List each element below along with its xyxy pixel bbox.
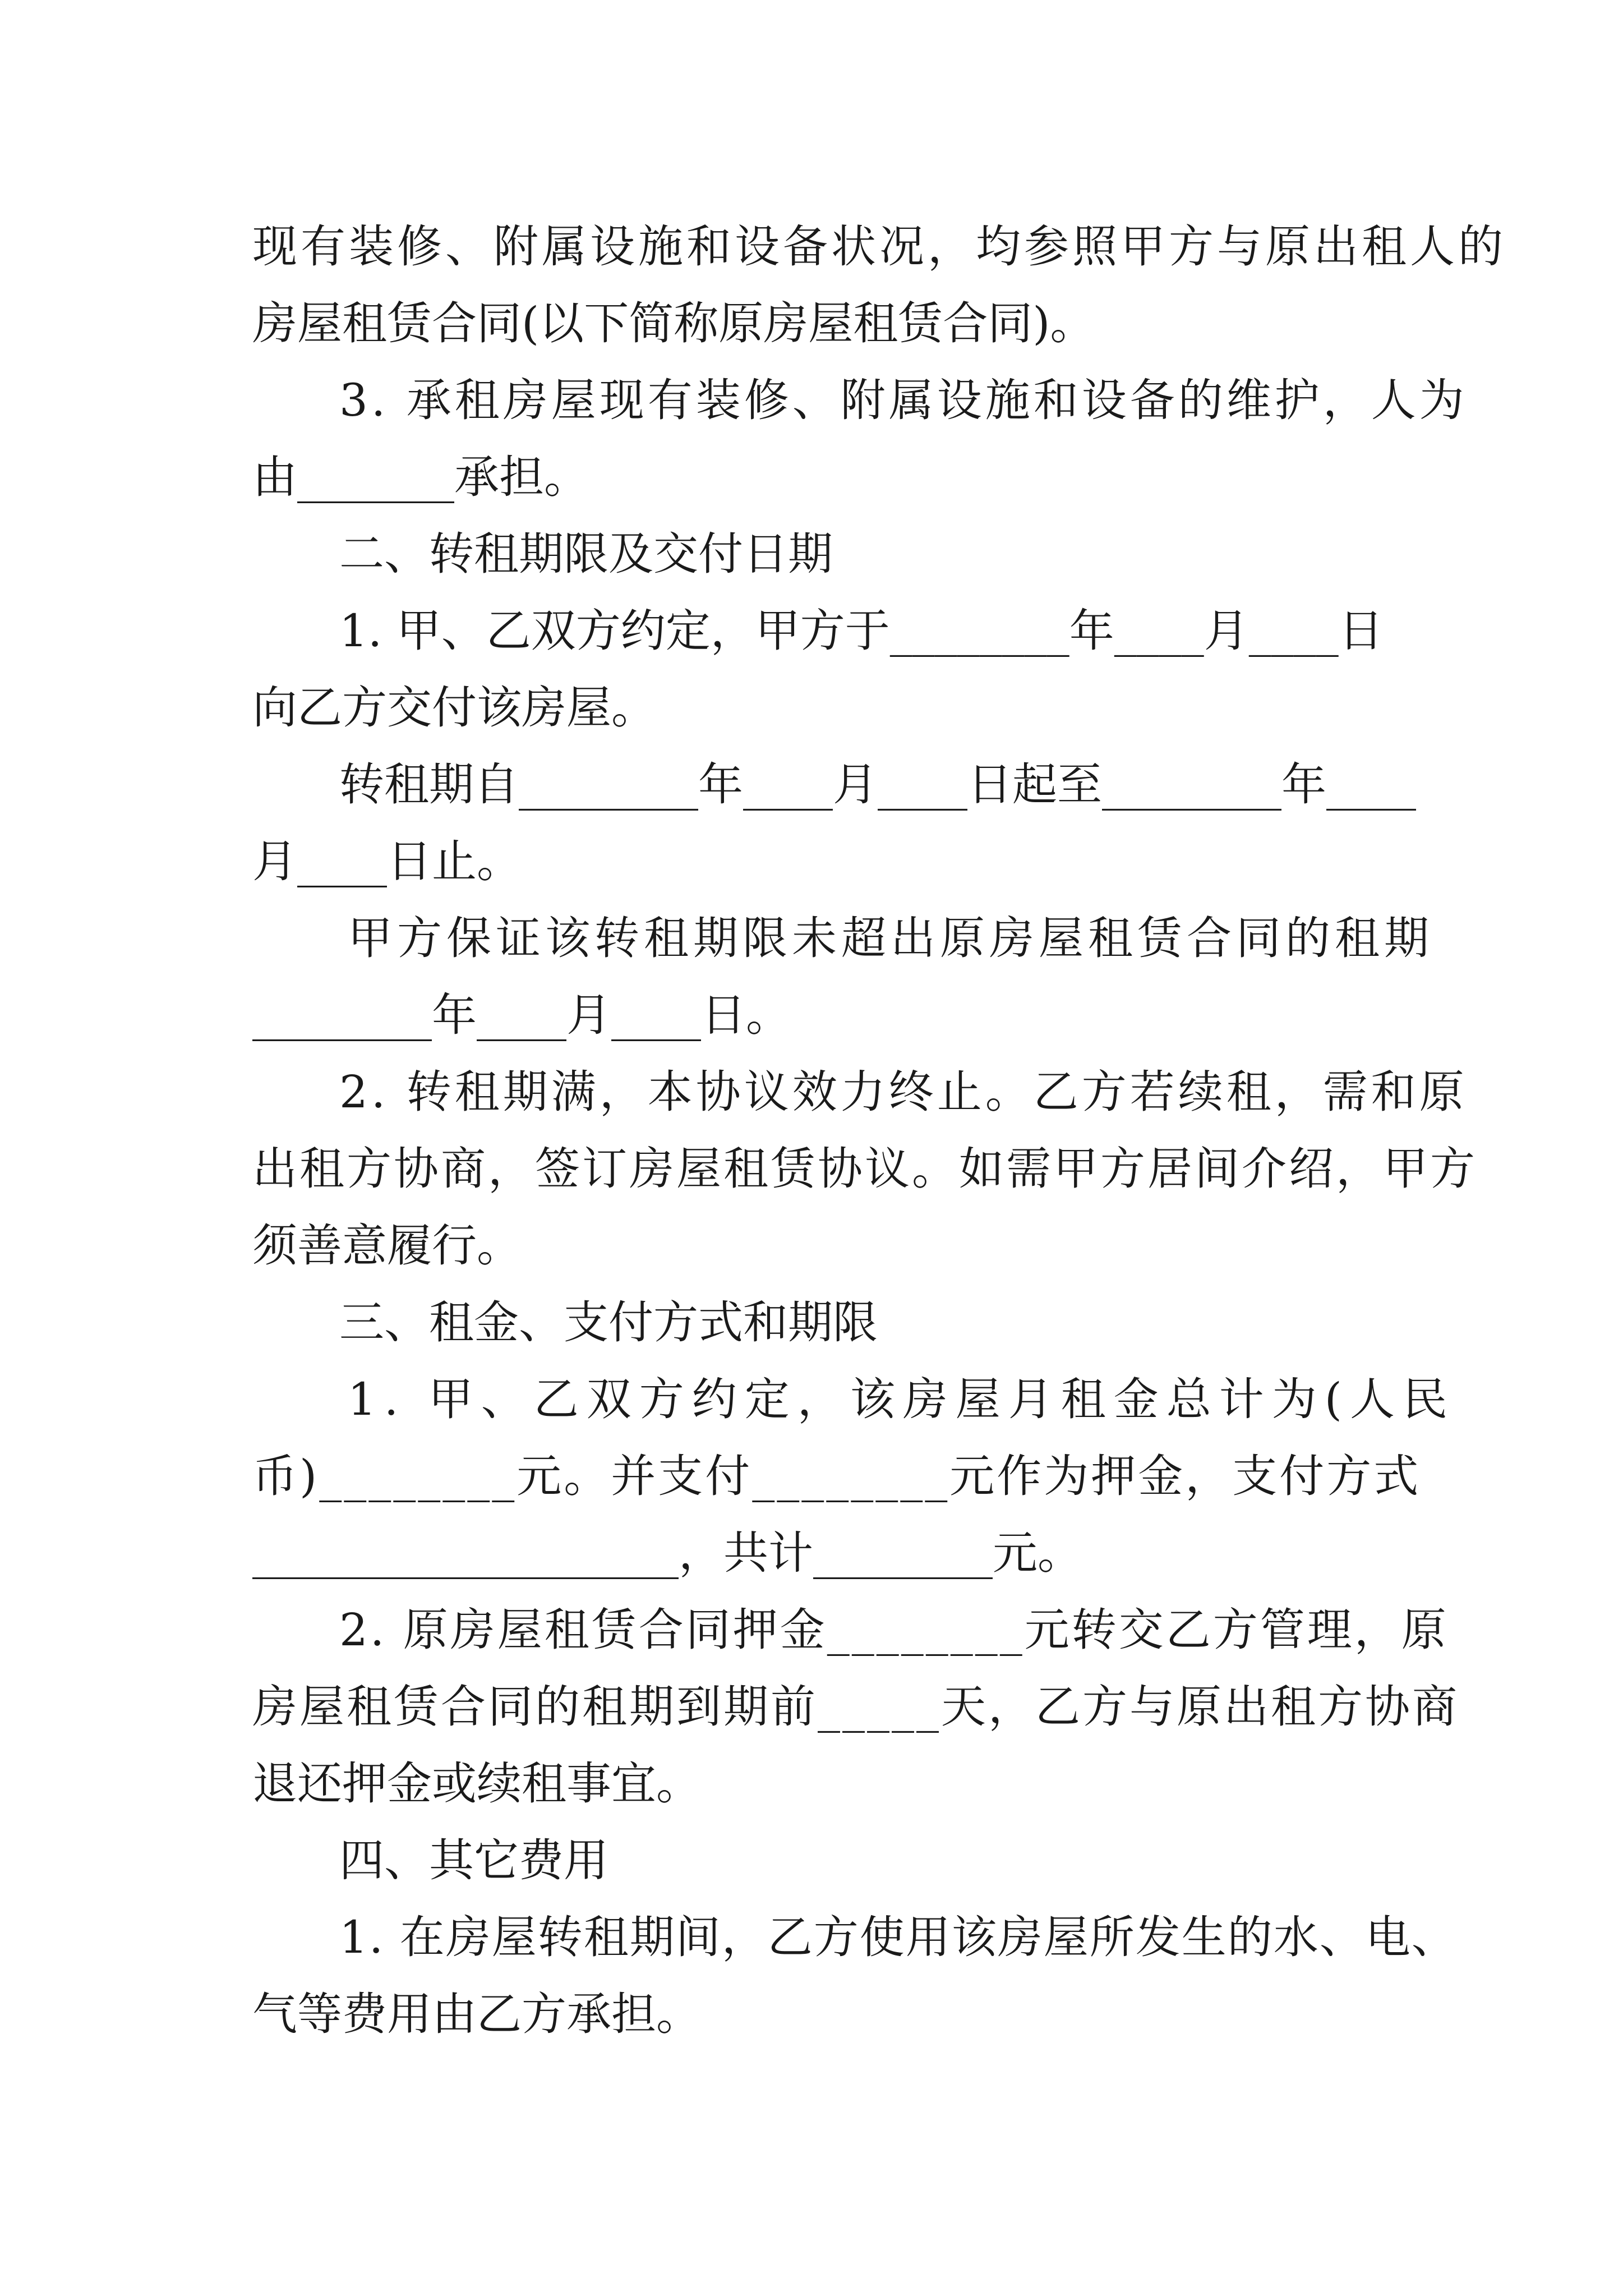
- section-heading: 四、其它费用: [339, 1834, 608, 1887]
- paragraph-line: ___________________，共计________元。: [252, 1527, 1082, 1579]
- paragraph-line: 1. 甲、乙双方约定，甲方于________年____月____日: [339, 605, 1384, 657]
- paragraph-line: 气等费用由乙方承担。: [252, 1988, 701, 2040]
- paragraph-line: 房屋租赁合同的租期到期前_____天，乙方与原出租方协商: [252, 1681, 1459, 1733]
- paragraph-line: 1. 甲、乙双方约定，该房屋月租金总计为(人民: [348, 1373, 1455, 1425]
- paragraph-line: 房屋租赁合同(以下简称原房屋租赁合同)。: [252, 297, 1095, 349]
- paragraph-line: 2. 转租期满，本协议效力终止。乙方若续租，需和原: [339, 1066, 1468, 1118]
- paragraph-line: 退还押金或续租事宜。: [252, 1757, 701, 1810]
- paragraph-line: 币)________元。并支付________元作为押金，支付方式: [252, 1450, 1421, 1502]
- paragraph-line: 3. 承租房屋现有装修、附属设施和设备的维护，人为: [339, 374, 1468, 426]
- paragraph-line: 出租方协商，签订房屋租赁协议。如需甲方居间介绍，甲方: [252, 1143, 1477, 1195]
- section-heading: 二、转租期限及交付日期: [339, 528, 833, 580]
- section-heading: 三、租金、支付方式和期限: [339, 1296, 878, 1349]
- paragraph-line: 由_______承担。: [252, 451, 589, 503]
- paragraph-line: 甲方保证该转租期限未超出原房屋租赁合同的租期: [348, 912, 1433, 964]
- paragraph-line: 现有装修、附属设施和设备状况，均参照甲方与原出租人的: [252, 220, 1506, 273]
- paragraph-line: 月____日止。: [252, 835, 522, 887]
- paragraph-line: ________年____月____日。: [252, 989, 791, 1041]
- paragraph-line: 1. 在房屋转租期间，乙方使用该房屋所发生的水、电、: [339, 1911, 1458, 1963]
- paragraph-line: 2. 原房屋租赁合同押金________元转交乙方管理，原: [339, 1604, 1449, 1656]
- paragraph-line: 转租期自________年____月____日起至________年____: [339, 758, 1416, 811]
- paragraph-line: 须善意履行。: [252, 1220, 522, 1272]
- paragraph-line: 向乙方交付该房屋。: [252, 682, 656, 734]
